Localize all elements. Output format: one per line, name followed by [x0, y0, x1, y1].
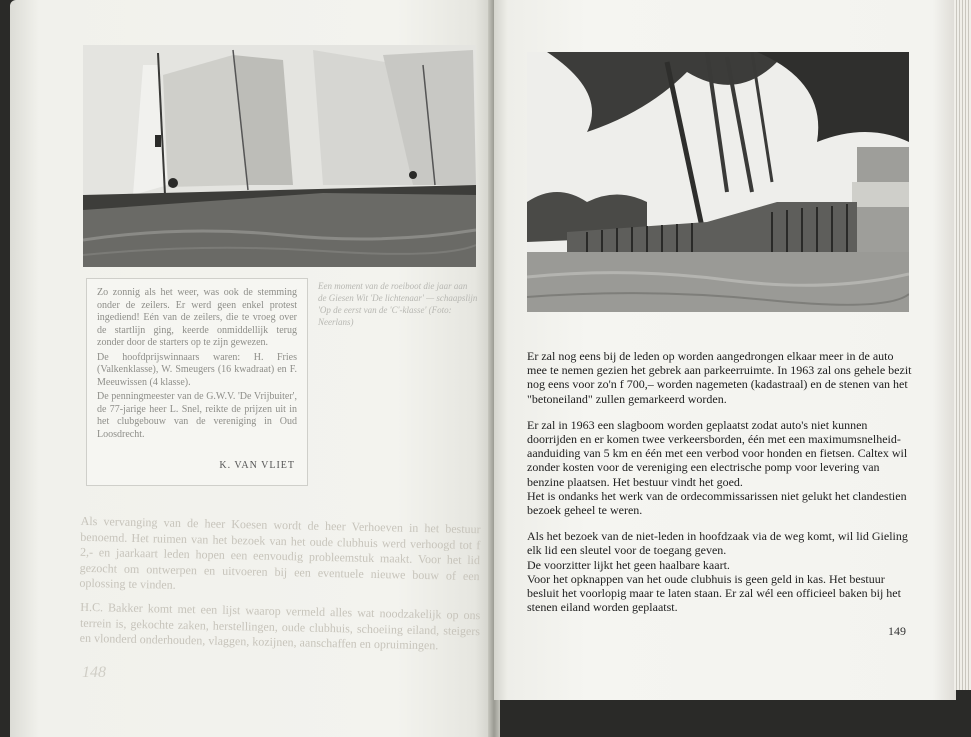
- right-page-body: [527, 349, 913, 626]
- body-paragraph: Er zal in 1963 een slagboom worden geplaatst zodat auto's niet kunnen doorrijden en er komen twee verkeersborden, één met een maximumsnelheid-aanduiding van 5 km en één met een verbod voor honden en fietsen. Caltex wil zonder kosten voor de vereniging een electrische pomp voor levering van benzine plaatsen. Het bestuur vindt het goed. Het is ondanks het werk van de ordecommissarissen niet gelukt het clandestien bezoek geheel te weren.: [527, 417, 908, 518]
- bleed-through-text: Als vervanging van de heer Koesen wordt de heer Verhoeven in het bestuur benoemd. Het ruimen van het bezoek van het oude clubhuis werd verhoogd tot f 2,- en jaarkaart leden hopen een eenvoudig probleemstuk maakt. Voor het lid gezocht om ontwerpen en uitvoeren bij een eventuele nieuwe bouw of een oplossing te vinden.: [79, 513, 481, 592]
- page-edges: [954, 0, 971, 690]
- clipping-signature: K. VAN VLIET: [219, 460, 295, 471]
- page-number-left: 148: [82, 664, 106, 681]
- clipping-paragraph: De hoofdprijswinnaars waren: H. Fries (Valkenklasse), W. Smeugers (16 kwadraat) en F. Meeuwissen (4 klasse).: [97, 351, 297, 388]
- bleed-through-text: H.C. Bakker komt met een lijst waarop vermeld alles wat noodzakelijk op ons terrein is, gekochte zaken, herstellingen, oude clubhuis, schoeiing eiland, steigers en vlonderd onderhouden, vlaggen, kozijnen, aanschaffen en opruimingen.: [79, 599, 481, 653]
- clipping-paragraph: Zo zonnig als het weer, was ook de stemming onder de zeilers. Er werd geen enkel protest ingediend! Eén van de zeilers, die te vroeg over de startlijn ging, keerde onmiddellijk terug zonder door de starters op te zijn gewezen.: [97, 287, 297, 348]
- clipping-paragraph: De penningmeester van de G.W.V. 'De Vrijbuiter', de 77-jarige heer L. Snel, reikte de prijzen uit in het clubgebouw van de vereniging in Oud Loosdrecht.: [97, 391, 297, 440]
- sailing-photo: [83, 45, 476, 267]
- news-clipping-box: [86, 278, 308, 486]
- photo-caption: Een moment van de roeiboot die jaar aan de Giesen Wit 'De lichtenaar' — schaapslijn 'Op de eerst van de 'C'-klasse' (Foto: Neerlans): [318, 281, 478, 327]
- page-number-right: 149: [888, 624, 906, 638]
- waterfront-photo: [527, 52, 909, 312]
- body-paragraph: Er zal nog eens bij de leden op worden aangedrongen elkaar meer in de auto mee te nemen gezien het gebrek aan parkeerruimte. In 1963 zal ons gehele bezit nog eens voor zo'n f 700,– worden nagemeten (kadastraal) en de stenen van het "betoneiland" zullen gemarkeerd worden.: [527, 349, 912, 406]
- body-paragraph: Als het bezoek van de niet-leden in hoofdzaak via de weg komt, wil lid Gieling elk lid een sleutel voor de toegang geven. De voorzitter lijkt het geen haalbare kaart. Voor het opknappen van het oude clubhuis is geen geld in kas. Het bestuur besluit het voorlopig maar te laten staan. Er zal wél een officieel baken bij het stenen eiland worden geplaatst.: [527, 529, 908, 615]
